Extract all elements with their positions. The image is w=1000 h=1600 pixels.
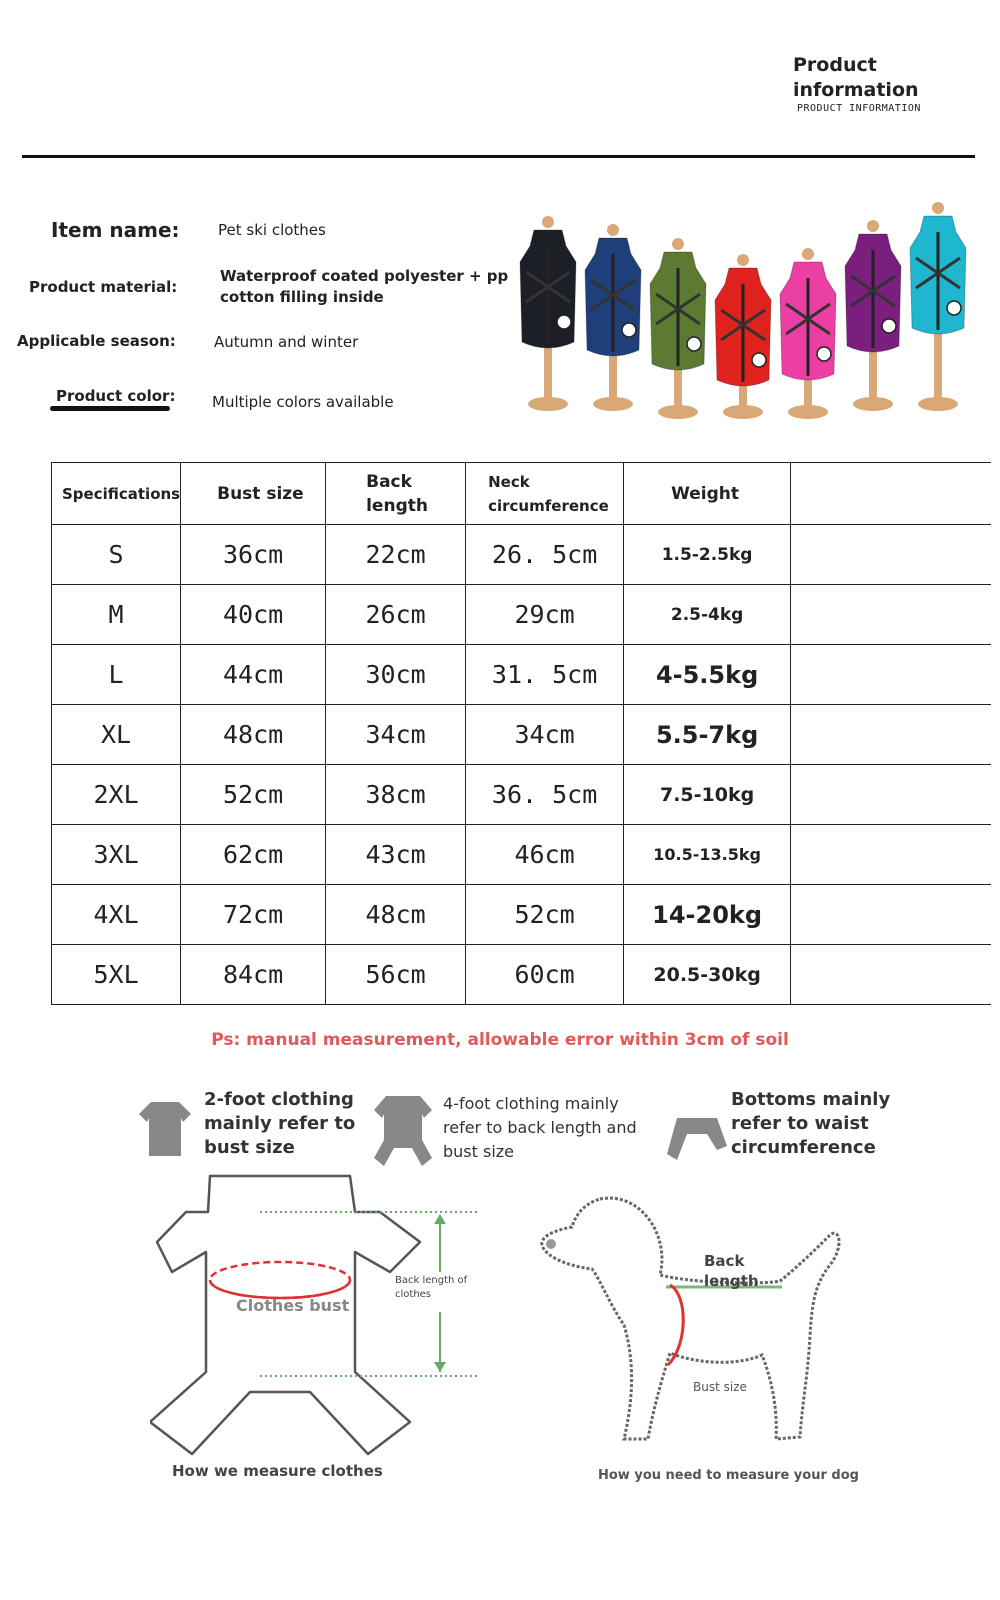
four-foot-guide-text: 4-foot clothing mainly refer to back length and bust size — [443, 1094, 637, 1161]
color-label: Product color: — [56, 387, 176, 405]
table-row — [52, 525, 991, 585]
header-specifications: Specifications — [52, 463, 181, 525]
bust-cell: 72cm — [181, 885, 326, 945]
product-photo — [510, 200, 980, 435]
size-cell: 2XL — [52, 765, 181, 825]
blurred-cell — [791, 525, 991, 585]
table-row — [52, 765, 991, 825]
table-row — [52, 825, 991, 885]
jacket-on-stand — [910, 202, 966, 411]
header-blurred — [791, 463, 991, 525]
neck-cell: 31. 5cm — [466, 645, 624, 705]
table-row — [52, 585, 991, 645]
header-back-length: Back length — [326, 463, 466, 525]
bust-cell: 52cm — [181, 765, 326, 825]
back-length-cell: 43cm — [326, 825, 466, 885]
neck-cell: 36. 5cm — [466, 765, 624, 825]
back-length-cell: 56cm — [326, 945, 466, 1005]
two-foot-guide-text: 2-foot clothing mainly refer to bust size — [204, 1089, 356, 1158]
size-cell: 3XL — [52, 825, 181, 885]
header-neck-circumference: Neck circumference — [466, 463, 624, 525]
bust-cell: 36cm — [181, 525, 326, 585]
blurred-cell — [791, 885, 991, 945]
bust-cell: 84cm — [181, 945, 326, 1005]
weight-cell: 14-20kg — [624, 885, 791, 945]
weight-cell: 7.5-10kg — [624, 765, 791, 825]
four-foot-clothing-icon — [372, 1094, 434, 1168]
color-label-underline — [50, 406, 170, 411]
back-length-cell: 38cm — [326, 765, 466, 825]
back-length-cell: 30cm — [326, 645, 466, 705]
back-length-cell: 26cm — [326, 585, 466, 645]
back-length-cell: 34cm — [326, 705, 466, 765]
item-name-label: Item name: — [51, 218, 180, 242]
neck-cell: 26. 5cm — [466, 525, 624, 585]
weight-cell: 5.5-7kg — [624, 705, 791, 765]
dog-diagram — [540, 1195, 860, 1457]
weight-cell: 1.5-2.5kg — [624, 525, 791, 585]
blurred-cell — [791, 945, 991, 1005]
bottoms-guide-text: Bottoms mainly refer to waist circumference — [731, 1089, 891, 1158]
size-cell: S — [52, 525, 181, 585]
dog-caption: How you need to measure your dog — [598, 1468, 859, 1483]
jacket-on-stand — [715, 254, 771, 419]
header-subtitle: PRODUCT INFORMATION — [797, 103, 921, 114]
color-value: Multiple colors available — [212, 393, 394, 411]
dog-bust-measure — [668, 1285, 683, 1365]
season-value: Autumn and winter — [214, 333, 359, 351]
table-row — [52, 885, 991, 945]
size-cell: M — [52, 585, 181, 645]
material-label: Product material: — [29, 278, 178, 296]
blurred-cell — [791, 585, 991, 645]
weight-cell: 4-5.5kg — [624, 645, 791, 705]
item-name-value: Pet ski clothes — [218, 221, 326, 239]
weight-cell: 20.5-30kg — [624, 945, 791, 1005]
jacket-on-stand — [650, 238, 706, 419]
table-row — [52, 705, 991, 765]
neck-cell: 29cm — [466, 585, 624, 645]
header-bust-size: Bust size — [181, 463, 326, 525]
season-label: Applicable season: — [17, 332, 176, 350]
blurred-cell — [791, 765, 991, 825]
jacket-on-stand — [520, 216, 576, 411]
two-foot-clothing-icon — [137, 1100, 193, 1158]
jacket-on-stand — [585, 224, 641, 411]
neck-cell: 34cm — [466, 705, 624, 765]
dog-bust-size-label: Bust size — [693, 1380, 747, 1394]
bust-cell: 62cm — [181, 825, 326, 885]
header-divider — [22, 155, 975, 158]
neck-cell: 52cm — [466, 885, 624, 945]
clothes-caption: How we measure clothes — [172, 1462, 383, 1480]
bust-cell: 48cm — [181, 705, 326, 765]
jacket-on-stand — [845, 220, 901, 411]
table-row — [52, 645, 991, 705]
dog-back-length-label: Back length — [704, 1252, 759, 1290]
weight-cell: 2.5-4kg — [624, 585, 791, 645]
back-length-cell: 48cm — [326, 885, 466, 945]
blurred-cell — [791, 825, 991, 885]
header-weight: Weight — [624, 463, 791, 525]
neck-cell: 60cm — [466, 945, 624, 1005]
table-header-row — [52, 463, 991, 525]
size-cell: 4XL — [52, 885, 181, 945]
neck-cell: 46cm — [466, 825, 624, 885]
clothes-diagram — [150, 1172, 490, 1462]
back-length-of-clothes-label: Back length of clothes — [395, 1275, 468, 1300]
header-title: Product information — [793, 54, 919, 101]
material-value-line1: Waterproof coated polyester + pp — [220, 267, 509, 285]
size-cell: L — [52, 645, 181, 705]
jacket-on-stand — [780, 248, 836, 419]
size-cell: 5XL — [52, 945, 181, 1005]
clothes-bust-label: Clothes bust — [236, 1296, 350, 1315]
table-row — [52, 945, 991, 1005]
size-cell: XL — [52, 705, 181, 765]
bottoms-icon — [665, 1116, 729, 1166]
measurement-note: Ps: manual measurement, allowable error within 3cm of soil — [211, 1030, 789, 1050]
blurred-cell — [791, 705, 991, 765]
size-table — [51, 462, 991, 1005]
weight-cell: 10.5-13.5kg — [624, 825, 791, 885]
blurred-cell — [791, 645, 991, 705]
material-value-line2: cotton filling inside — [220, 288, 384, 306]
back-length-cell: 22cm — [326, 525, 466, 585]
bust-cell: 40cm — [181, 585, 326, 645]
bust-cell: 44cm — [181, 645, 326, 705]
